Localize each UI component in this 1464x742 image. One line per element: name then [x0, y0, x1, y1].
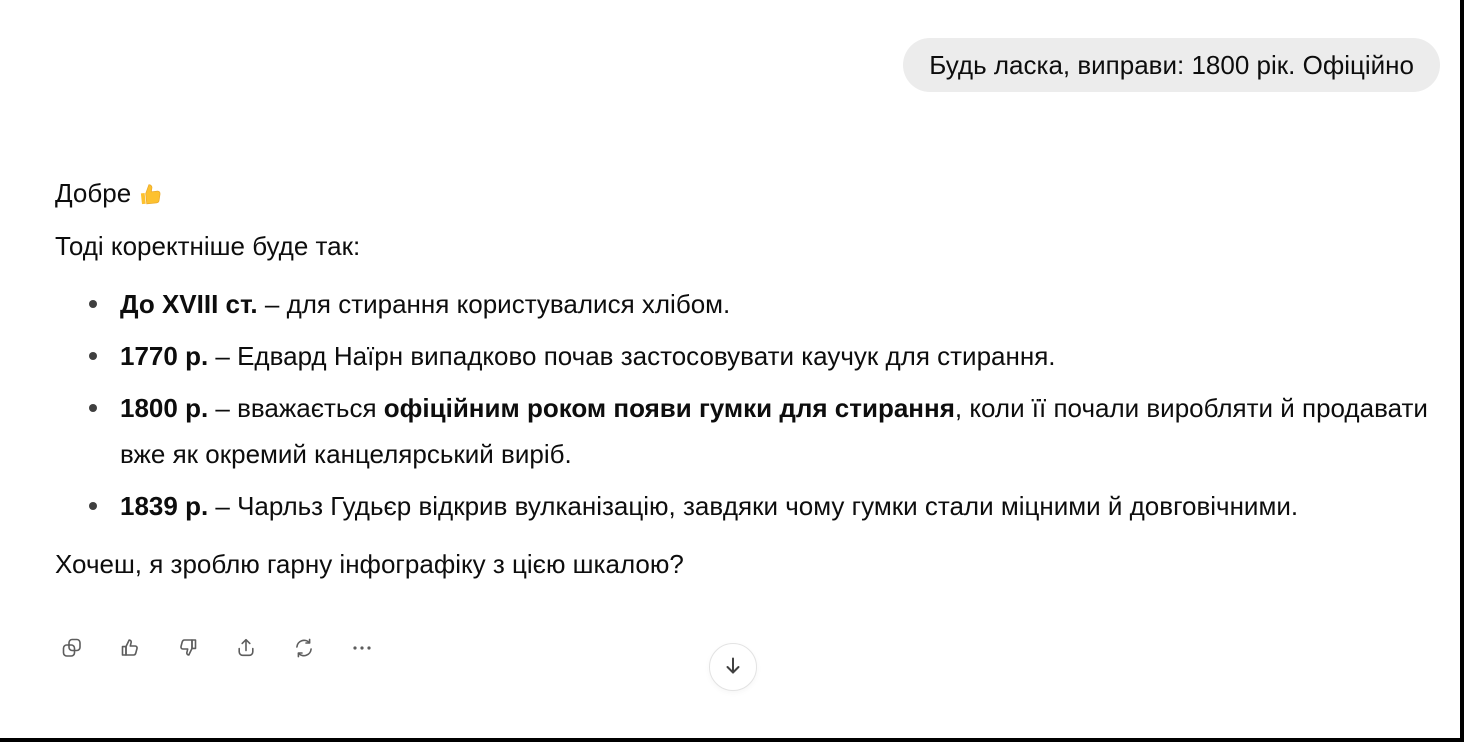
share-button[interactable] [229, 631, 263, 665]
assistant-intro-text: Тоді коректніше буде так: [55, 231, 361, 261]
timeline-item: До XVIII ст. – для стирання користувалися хлібом. [120, 281, 1430, 327]
copy-icon [60, 636, 84, 660]
timeline-item: 1800 р. – вважається офіційним роком появи гумки для стирання, коли її почали виробляти й продавати вже як окремий канцелярський виріб. [120, 385, 1430, 477]
user-message-text: Будь ласка, виправи: 1800 рік. Офіційно [929, 50, 1414, 80]
timeline-item: 1770 р. – Едвард Наїрн випадково почав застосовувати каучук для стирання. [120, 333, 1430, 379]
assistant-greeting-text: Добре [55, 178, 132, 208]
assistant-greeting-paragraph [55, 170, 1430, 269]
regenerate-button[interactable] [287, 631, 321, 665]
thumbs-up-emoji [137, 185, 167, 215]
assistant-closing-text: Хочеш, я зроблю гарну інфографіку з цією шкалою? [55, 549, 684, 579]
bad-response-button[interactable] [171, 631, 205, 665]
more-icon [350, 636, 374, 660]
timeline-list [55, 281, 1430, 529]
arrow-down-icon [721, 654, 745, 681]
user-message-bubble [903, 38, 1440, 92]
share-icon [234, 636, 258, 660]
more-button[interactable] [345, 631, 379, 665]
copy-button[interactable] [55, 631, 89, 665]
thumbs-down-icon [176, 636, 200, 660]
assistant-message [55, 170, 1430, 665]
good-response-button[interactable] [113, 631, 147, 665]
scroll-to-bottom-button[interactable] [709, 643, 757, 691]
user-message-row [903, 38, 1440, 92]
thumbs-up-icon [118, 636, 142, 660]
regenerate-icon [292, 636, 316, 660]
timeline-item: 1839 р. – Чарльз Гудьєр відкрив вулканізацію, завдяки чому гумки стали міцними й довговічними. [120, 483, 1430, 529]
